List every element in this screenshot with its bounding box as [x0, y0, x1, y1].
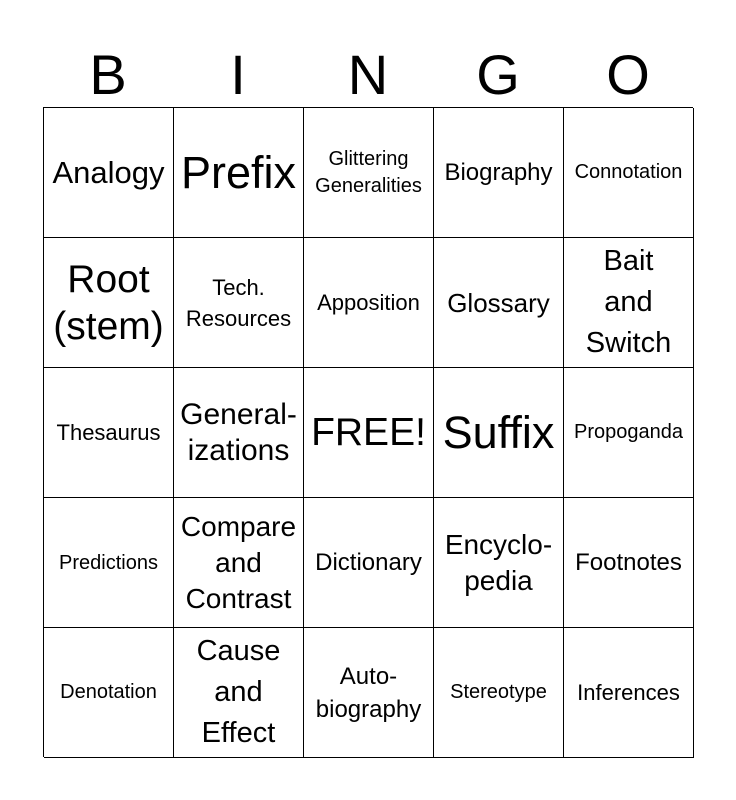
- header-letter-n: N: [347, 43, 389, 106]
- cell-text: Compare and Contrast: [180, 510, 297, 614]
- bingo-cell[interactable]: [44, 108, 174, 238]
- cell-text: Auto- biography: [315, 662, 422, 723]
- bingo-cell[interactable]: [44, 498, 174, 628]
- cell-text: Connotation: [574, 161, 683, 183]
- bingo-cell[interactable]: [304, 498, 434, 628]
- cell-text: Thesaurus: [56, 420, 161, 445]
- bingo-cell[interactable]: [434, 498, 564, 628]
- bingo-cell[interactable]: [174, 368, 304, 498]
- bingo-cell[interactable]: [564, 238, 694, 368]
- cell-text: Prefix: [180, 146, 297, 198]
- bingo-cell[interactable]: [564, 628, 694, 758]
- bingo-cell[interactable]: [434, 108, 564, 238]
- bingo-cell[interactable]: [44, 628, 174, 758]
- cell-text: Analogy: [52, 154, 165, 190]
- cell-text: Glossary: [447, 287, 550, 318]
- header-letter-g: G: [476, 43, 520, 106]
- bingo-cell[interactable]: [564, 368, 694, 498]
- bingo-cell[interactable]: [564, 108, 694, 238]
- header-letter-i: I: [230, 43, 246, 106]
- cell-text: Predictions: [59, 551, 158, 574]
- cell-text: Encyclo- pedia: [444, 528, 553, 596]
- bingo-cell[interactable]: [434, 628, 564, 758]
- cell-text: Bait and Switch: [585, 245, 672, 359]
- cell-text: Tech. Resources: [185, 274, 292, 331]
- bingo-header: [43, 42, 693, 108]
- bingo-cell[interactable]: [434, 368, 564, 498]
- bingo-cell[interactable]: [174, 108, 304, 238]
- bingo-cell[interactable]: [44, 238, 174, 368]
- bingo-cell[interactable]: [174, 498, 304, 628]
- cell-text: Glittering Generalities: [315, 147, 422, 197]
- cell-text: Inferences: [577, 680, 680, 705]
- bingo-cell[interactable]: [304, 238, 434, 368]
- cell-text: Root (stem): [53, 257, 164, 348]
- bingo-cell[interactable]: [174, 238, 304, 368]
- cell-text: Footnotes: [575, 549, 682, 576]
- cell-text: Denotation: [60, 681, 157, 703]
- cell-text: Suffix: [442, 406, 555, 458]
- bingo-cell[interactable]: [44, 368, 174, 498]
- bingo-cell[interactable]: [304, 108, 434, 238]
- header-letter-b: B: [89, 43, 127, 106]
- cell-text: Dictionary: [315, 549, 422, 576]
- bingo-cell[interactable]: [304, 628, 434, 758]
- cell-text: Biography: [444, 159, 553, 186]
- bingo-cell[interactable]: [174, 628, 304, 758]
- cell-text: General- izations: [180, 397, 297, 467]
- free-space-text: FREE!: [311, 411, 426, 454]
- free-space[interactable]: [304, 368, 434, 498]
- cell-text: Cause and Effect: [196, 635, 281, 749]
- cell-text: Apposition: [317, 290, 420, 315]
- bingo-cell[interactable]: [564, 498, 694, 628]
- bingo-board: [43, 107, 693, 757]
- cell-text: Propoganda: [574, 421, 683, 443]
- cell-text: Stereotype: [450, 681, 547, 703]
- bingo-cell[interactable]: [434, 238, 564, 368]
- header-letter-o: O: [606, 43, 650, 106]
